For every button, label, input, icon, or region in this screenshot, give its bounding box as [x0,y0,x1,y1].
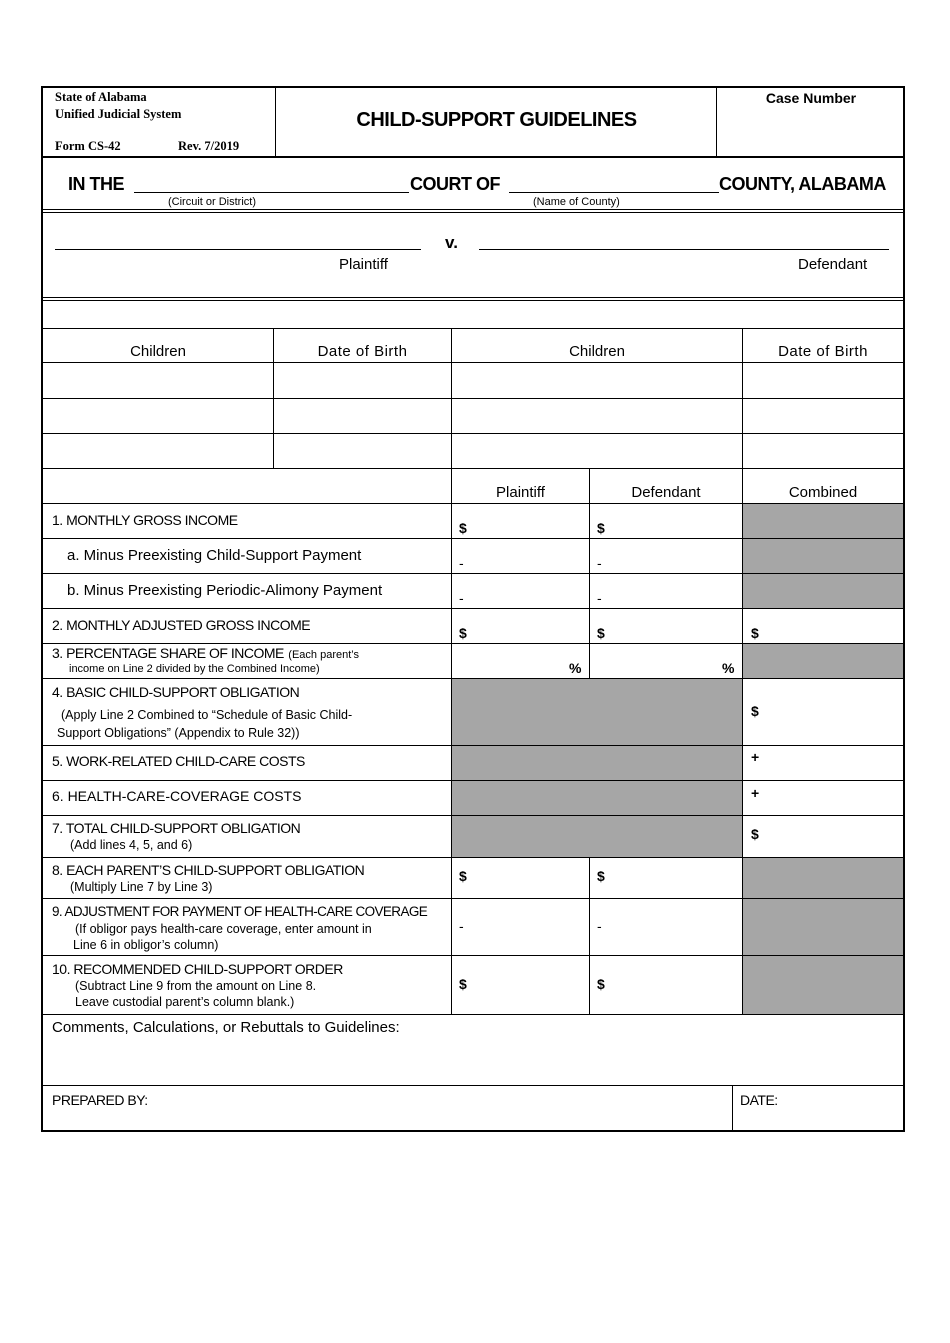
child-dob-field-5[interactable] [746,402,899,430]
comments-field[interactable] [49,1040,897,1080]
agency-line-1: State of Alabama [55,90,147,104]
line-8-plaintiff-field[interactable] [471,862,585,894]
line-4-subtext-1: (Apply Line 2 Combined to “Schedule of Basic Child- [61,708,353,722]
line-1b-plaintiff-field[interactable] [471,578,585,606]
line-1b-label: b. Minus Preexisting Periodic-Alimony Payment [67,582,383,599]
agency-line-2: Unified Judicial System [55,107,182,121]
date-label: DATE: [740,1092,778,1108]
child-name-field-1[interactable] [47,366,269,394]
line-10-label: 10. RECOMMENDED CHILD-SUPPORT ORDER [52,961,343,977]
line-5-label: 5. WORK-RELATED CHILD-CARE COSTS [52,753,305,769]
minus-sign: - [597,590,602,606]
children-header-left: Children [130,343,186,360]
case-number-field[interactable] [723,112,899,152]
child-name-field-3[interactable] [47,437,269,465]
line-7-label: 7. TOTAL CHILD-SUPPORT OBLIGATION [52,820,301,836]
child-name-field-6[interactable] [455,437,738,465]
minus-sign: - [597,918,602,934]
child-support-form [41,86,905,1132]
plaintiff-name-field[interactable] [55,249,421,250]
county-alabama-label: COUNTY, ALABAMA [719,174,886,194]
in-the-label: IN THE [68,174,125,194]
line-2-label: 2. MONTHLY ADJUSTED GROSS INCOME [52,617,311,633]
dollar-sign: $ [597,520,605,536]
minus-sign: - [597,555,602,571]
line-9-subtext-2: Line 6 in obligor’s column) [73,938,219,952]
line-2-plaintiff-field[interactable] [471,613,585,641]
line-10-subtext-1: (Subtract Line 9 from the amount on Line 8. [75,979,317,993]
line-4-subtext-2: Support Obligations” (Appendix to Rule 32)) [57,726,300,740]
child-dob-field-6[interactable] [746,437,899,465]
comments-label: Comments, Calculations, or Rebuttals to Guidelines: [52,1019,400,1036]
line-9-defendant-field[interactable] [609,903,739,951]
versus-label: v. [445,233,458,252]
line-9-plaintiff-field[interactable] [471,903,585,951]
line-1a-label: a. Minus Preexisting Child-Support Payment [67,547,362,564]
line-3-subtext: income on Line 2 divided by the Combined Income) [69,663,320,675]
line-7-combined-field[interactable] [763,819,899,853]
line-5-combined-field[interactable] [763,749,899,777]
dollar-sign: $ [597,976,605,992]
minus-sign: - [459,555,464,571]
dollar-sign: $ [459,625,467,641]
dollar-sign: $ [459,868,467,884]
line-1a-defendant-field[interactable] [609,543,739,571]
child-name-field-5[interactable] [455,402,738,430]
court-type-field[interactable] [134,192,409,193]
plaintiff-column-header: Plaintiff [496,484,545,501]
county-name-field[interactable] [509,192,719,193]
defendant-name-field[interactable] [479,249,889,250]
date-field[interactable] [788,1090,898,1128]
form-number: Form CS-42 [55,139,121,153]
line-1b-defendant-field[interactable] [609,578,739,606]
line-9-label: 9. ADJUSTMENT FOR PAYMENT OF HEALTH-CARE COVERAGE [52,904,428,919]
dollar-sign: $ [597,625,605,641]
defendant-column-header: Defendant [631,484,701,501]
case-number-label: Case Number [765,90,857,106]
dollar-sign: $ [459,520,467,536]
line-1-label: 1. MONTHLY GROSS INCOME [52,512,238,528]
dollar-sign: $ [751,625,759,641]
line-3-defendant-field[interactable] [593,648,719,676]
dob-header-right: Date of Birth [778,343,868,360]
line-9-subtext-1: (If obligor pays health-care coverage, enter amount in [75,922,372,936]
line-7-subtext: (Add lines 4, 5, and 6) [70,838,193,852]
line-2-combined-field[interactable] [763,613,899,641]
line-10-subtext-2: Leave custodial parent’s column blank.) [75,995,295,1009]
children-header-right: Children [569,343,625,360]
form-title: CHILD-SUPPORT GUIDELINES [356,109,637,131]
dollar-sign: $ [751,703,759,719]
line-8-defendant-field[interactable] [609,862,739,894]
circuit-district-hint: (Circuit or District) [168,196,256,208]
dollar-sign: $ [597,868,605,884]
line-10-plaintiff-field[interactable] [471,960,585,1010]
line-4-combined-field[interactable] [763,692,899,732]
line-6-combined-field[interactable] [763,784,899,812]
line-3-label: 3. PERCENTAGE SHARE OF INCOME [52,645,284,661]
combined-column-header: Combined [788,484,858,501]
line-1-plaintiff-field[interactable] [471,508,585,536]
dollar-sign: $ [751,826,759,842]
child-name-field-2[interactable] [47,402,269,430]
prepared-by-field[interactable] [163,1090,723,1128]
percent-sign: % [722,660,735,676]
minus-sign: - [459,918,464,934]
line-1-defendant-field[interactable] [609,508,739,536]
percent-sign: % [569,660,582,676]
plus-sign: + [751,749,760,765]
dollar-sign: $ [459,976,467,992]
dob-header-left: Date of Birth [317,343,408,360]
line-4-label: 4. BASIC CHILD-SUPPORT OBLIGATION [52,684,300,700]
line-2-defendant-field[interactable] [609,613,739,641]
child-dob-field-3[interactable] [277,437,447,465]
line-8-subtext: (Multiply Line 7 by Line 3) [70,880,213,894]
minus-sign: - [459,590,464,606]
prepared-by-label: PREPARED BY: [52,1092,148,1108]
line-3-note: (Each parent’s [288,649,360,661]
court-of-label: COURT OF [410,174,500,194]
child-name-field-4[interactable] [455,366,738,394]
plus-sign: + [751,785,760,801]
child-dob-field-1[interactable] [277,366,447,394]
child-dob-field-2[interactable] [277,402,447,430]
county-name-hint: (Name of County) [533,196,620,208]
defendant-caption: Defendant [798,256,868,273]
line-3-plaintiff-field[interactable] [455,648,565,676]
line-10-defendant-field[interactable] [609,960,739,1010]
line-3-label-group [52,645,359,663]
line-1a-plaintiff-field[interactable] [471,543,585,571]
plaintiff-caption: Plaintiff [339,256,388,273]
line-8-label: 8. EACH PARENT’S CHILD-SUPPORT OBLIGATION [52,862,365,878]
line-6-label: 6. HEALTH-CARE-COVERAGE COSTS [52,788,302,804]
child-dob-field-4[interactable] [746,366,899,394]
revision-date: Rev. 7/2019 [178,139,240,153]
